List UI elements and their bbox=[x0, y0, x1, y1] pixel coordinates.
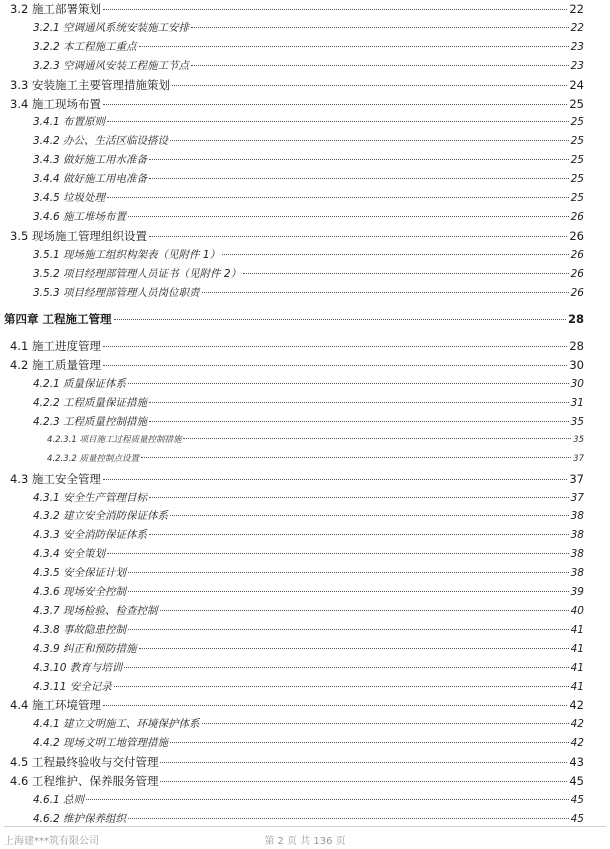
toc-leader-dots bbox=[202, 723, 569, 724]
toc-entry[interactable] bbox=[10, 773, 584, 790]
toc-entry[interactable] bbox=[33, 565, 584, 582]
toc-entry[interactable] bbox=[33, 152, 584, 169]
toc-leader-dots bbox=[128, 383, 569, 384]
toc-entry[interactable] bbox=[33, 660, 584, 677]
toc-entry[interactable] bbox=[33, 622, 584, 639]
toc-leader-dots bbox=[149, 421, 569, 422]
toc-entry-title: 4.2.2 工程质量保证措施 bbox=[33, 397, 148, 409]
toc-entry-title: 4.3.5 安全保证计划 bbox=[33, 567, 127, 580]
toc-leader-dots bbox=[243, 273, 569, 274]
toc-entry-page: 41 bbox=[570, 642, 584, 655]
toc-entry[interactable] bbox=[33, 171, 584, 188]
toc-entry-page: 28 bbox=[567, 312, 584, 327]
toc-entry-page: 40 bbox=[570, 604, 584, 617]
toc-entry-title: 3.4.3 做好施工用水准备 bbox=[33, 154, 148, 167]
toc-leader-dots bbox=[128, 818, 569, 819]
toc-entry[interactable] bbox=[33, 285, 584, 302]
toc-entry-title: 4.3.8 事故隐患控制 bbox=[33, 623, 127, 636]
toc-entry-title: 3.5.3 项目经理部管理人员岗位职责 bbox=[33, 286, 200, 299]
toc-entry[interactable] bbox=[4, 311, 584, 328]
toc-entry[interactable] bbox=[47, 433, 584, 450]
toc-entry-page: 45 bbox=[569, 774, 584, 788]
toc-entry-title: 3.4.1 布置原则 bbox=[33, 116, 106, 129]
toc-entry-page: 45 bbox=[570, 793, 584, 806]
toc-entry-page: 25 bbox=[570, 154, 584, 167]
toc-leader-dots bbox=[103, 9, 567, 10]
toc-entry-title: 4.3.6 现场安全控制 bbox=[33, 586, 127, 598]
toc-entry-title: 4.3.10 教育与培训 bbox=[33, 661, 123, 674]
toc-entry-title: 4.2.3 工程质量控制措施 bbox=[33, 415, 148, 428]
toc-leader-dots bbox=[202, 292, 569, 293]
toc-entry-page: 25 bbox=[569, 96, 584, 111]
toc-leader-dots bbox=[103, 705, 567, 706]
toc-leader-dots bbox=[128, 572, 569, 573]
toc-entry-title: 4.3.11 安全记录 bbox=[33, 680, 112, 693]
toc-entry-page: 38 bbox=[570, 510, 584, 523]
toc-leader-dots bbox=[170, 140, 569, 141]
toc-entry-title: 3.2.2 本工程施工重点 bbox=[33, 40, 137, 53]
toc-entry-page: 26 bbox=[570, 210, 584, 223]
toc-leader-dots bbox=[149, 178, 569, 179]
page-footer bbox=[0, 826, 610, 849]
toc-entry-title: 3.3 安装施工主要管理措施策划 bbox=[10, 77, 170, 92]
toc-entry[interactable] bbox=[33, 641, 584, 658]
toc-entry-title: 4.4 施工环境管理 bbox=[10, 698, 101, 713]
toc-entry-title: 4.2.3.1 项目施工过程质量控制措施 bbox=[47, 434, 182, 445]
footer-page-number: 第 2 页 共 136 页 bbox=[264, 836, 346, 847]
footer-company: 上海建***筑有限公司 bbox=[4, 836, 99, 847]
toc-leader-dots bbox=[128, 629, 569, 630]
toc-entry-page: 41 bbox=[570, 623, 584, 636]
toc-leader-dots bbox=[149, 402, 569, 403]
toc-leader-dots bbox=[139, 648, 569, 649]
toc-entry-page: 38 bbox=[570, 548, 584, 561]
toc-entry[interactable] bbox=[33, 266, 584, 283]
toc-leader-dots bbox=[114, 319, 566, 320]
toc-entry-page: 41 bbox=[570, 680, 584, 693]
toc-leader-dots bbox=[160, 610, 569, 611]
toc-entry-page: 22 bbox=[570, 21, 584, 34]
toc-entry-title: 4.3.7 现场检验、检查控制 bbox=[33, 604, 158, 617]
toc-leader-dots bbox=[139, 46, 569, 47]
toc-entry[interactable] bbox=[10, 471, 584, 488]
toc-leader-dots bbox=[128, 591, 569, 592]
toc-leader-dots bbox=[107, 553, 569, 554]
toc-entry[interactable] bbox=[33, 792, 584, 809]
toc-entry-page: 31 bbox=[570, 397, 584, 409]
toc-entry-page: 42 bbox=[570, 718, 584, 731]
toc-entry-title: 3.4.5 垃圾处理 bbox=[33, 192, 106, 204]
toc-leader-dots bbox=[103, 365, 567, 366]
toc-entry-page: 23 bbox=[570, 40, 584, 53]
toc-entry-page: 26 bbox=[570, 267, 584, 280]
toc-entry-title: 3.5 现场施工管理组织设置 bbox=[10, 228, 147, 243]
toc-leader-dots bbox=[222, 254, 569, 255]
toc-entry-page: 30 bbox=[569, 358, 584, 373]
toc-entry-title: 4.1 施工进度管理 bbox=[10, 339, 101, 354]
toc-entry[interactable] bbox=[33, 527, 584, 544]
toc-entry-title: 4.3.3 安全消防保证体系 bbox=[33, 529, 148, 542]
toc-entry[interactable] bbox=[33, 735, 584, 752]
toc-leader-dots bbox=[149, 236, 567, 237]
toc-entry-title: 4.4.1 建立文明施工、环境保护体系 bbox=[33, 718, 200, 731]
toc-entry-title: 3.4.4 做好施工用电准备 bbox=[33, 173, 148, 186]
toc-leader-dots bbox=[160, 781, 567, 782]
toc-entry[interactable] bbox=[10, 338, 584, 355]
toc-entry[interactable] bbox=[33, 546, 584, 563]
toc-entry[interactable] bbox=[33, 584, 584, 601]
toc-entry[interactable] bbox=[33, 508, 584, 525]
toc-entry-page: 30 bbox=[570, 378, 584, 391]
toc-leader-dots bbox=[170, 515, 569, 516]
toc-entry-title: 4.2.1 质量保证体系 bbox=[33, 378, 127, 391]
toc-entry-title: 3.4.6 施工堆场布置 bbox=[33, 210, 127, 223]
toc-entry-page: 41 bbox=[570, 661, 584, 674]
toc-entry[interactable] bbox=[33, 209, 584, 226]
toc-entry[interactable] bbox=[33, 395, 584, 412]
toc-entry-title: 3.4.2 办公、生活区临设搭设 bbox=[33, 135, 169, 148]
toc-entry-page: 25 bbox=[570, 116, 584, 129]
toc-entry[interactable] bbox=[10, 754, 584, 771]
toc-entry-title: 3.5.2 项目经理部管理人员证书（见附件 2） bbox=[33, 267, 242, 280]
toc-leader-dots bbox=[172, 85, 567, 86]
toc-entry-page: 39 bbox=[570, 586, 584, 598]
toc-leader-dots bbox=[124, 667, 568, 668]
toc-entry[interactable] bbox=[33, 716, 584, 733]
toc-entry-page: 42 bbox=[569, 698, 584, 713]
toc-entry-title: 3.2.1 空调通风系统安装施工安排 bbox=[33, 21, 190, 34]
toc-entry-page: 25 bbox=[570, 135, 584, 148]
toc-entry[interactable] bbox=[33, 679, 584, 696]
toc-entry[interactable] bbox=[33, 414, 584, 431]
toc-entry-page: 26 bbox=[570, 286, 584, 299]
toc-entry-page: 38 bbox=[570, 529, 584, 542]
toc-leader-dots bbox=[103, 104, 567, 105]
toc-leader-dots bbox=[107, 197, 569, 198]
toc-leader-dots bbox=[149, 534, 569, 535]
toc-leader-dots bbox=[191, 27, 569, 28]
toc-entry-title: 3.5.1 现场施工组织构架表（见附件 1） bbox=[33, 248, 221, 261]
toc-entry[interactable] bbox=[10, 1, 584, 18]
toc-entry-title: 4.3.4 安全策划 bbox=[33, 548, 106, 561]
toc-leader-dots bbox=[170, 742, 569, 743]
toc-entry[interactable] bbox=[33, 133, 584, 150]
toc-leader-dots bbox=[114, 686, 569, 687]
toc-entry-page: 22 bbox=[569, 2, 584, 16]
toc-entry[interactable] bbox=[33, 39, 584, 56]
toc-entry-page: 25 bbox=[570, 173, 584, 186]
toc-entry[interactable] bbox=[47, 452, 584, 469]
toc-entry[interactable] bbox=[33, 58, 584, 75]
toc-entry-title: 4.6 工程维护、保养服务管理 bbox=[10, 774, 159, 788]
toc-leader-dots bbox=[160, 762, 567, 763]
footer-divider bbox=[4, 826, 606, 827]
toc-entry[interactable] bbox=[33, 20, 584, 37]
toc-entry[interactable] bbox=[33, 190, 584, 207]
toc-leader-dots bbox=[86, 799, 569, 800]
toc-entry-title: 4.3.1 安全生产管理目标 bbox=[33, 491, 148, 504]
toc-entry-title: 4.3.2 建立安全消防保证体系 bbox=[33, 510, 169, 523]
toc-entry-page: 42 bbox=[570, 737, 584, 750]
toc-leader-dots bbox=[141, 457, 571, 458]
toc-entry[interactable] bbox=[10, 357, 584, 374]
toc-entry[interactable] bbox=[33, 603, 584, 620]
toc-entry-page: 43 bbox=[569, 755, 584, 770]
toc-entry-page: 45 bbox=[570, 812, 584, 825]
toc-entry[interactable] bbox=[10, 697, 584, 714]
toc-leader-dots bbox=[107, 121, 569, 122]
toc-entry-page: 38 bbox=[570, 567, 584, 580]
toc-leader-dots bbox=[183, 438, 571, 439]
toc-entry-page: 26 bbox=[569, 228, 584, 243]
toc-entry-title: 3.4 施工现场布置 bbox=[10, 96, 101, 111]
toc-entry-page: 37 bbox=[573, 453, 584, 464]
toc-entry[interactable] bbox=[10, 77, 584, 94]
toc-entry-title: 3.2 施工部署策划 bbox=[10, 2, 101, 16]
toc-leader-dots bbox=[149, 497, 569, 498]
toc-leader-dots bbox=[103, 479, 567, 480]
toc-entry[interactable] bbox=[10, 228, 584, 245]
toc-entry-title: 4.3 施工安全管理 bbox=[10, 471, 101, 486]
toc-entry-page: 37 bbox=[570, 491, 584, 504]
toc-entry-page: 24 bbox=[569, 77, 584, 92]
toc-entry-page: 35 bbox=[570, 415, 584, 428]
toc-entry-page: 26 bbox=[570, 248, 584, 261]
toc-entry-title: 第四章 工程施工管理 bbox=[4, 312, 112, 327]
toc-entry[interactable] bbox=[10, 96, 584, 113]
toc-entry-title: 4.2 施工质量管理 bbox=[10, 358, 101, 373]
toc-leader-dots bbox=[103, 346, 567, 347]
toc-entry-page: 28 bbox=[569, 339, 584, 354]
toc-entry-page: 35 bbox=[573, 434, 584, 445]
toc-entry-title: 3.2.3 空调通风安装工程施工节点 bbox=[33, 59, 190, 72]
toc-entry-page: 25 bbox=[570, 192, 584, 204]
toc-entry-page: 23 bbox=[570, 59, 584, 72]
toc-entry[interactable] bbox=[33, 490, 584, 507]
toc-entry-title: 4.5 工程最终验收与交付管理 bbox=[10, 755, 159, 770]
toc-entry-title: 4.6.1 总则 bbox=[33, 793, 85, 806]
toc-entry[interactable] bbox=[33, 114, 584, 131]
toc-entry[interactable] bbox=[33, 247, 584, 264]
toc-leader-dots bbox=[149, 159, 569, 160]
toc-entry-title: 4.6.2 维护保养组织 bbox=[33, 812, 127, 825]
toc-entry-title: 4.2.3.2 质量控制点设置 bbox=[47, 453, 139, 464]
toc-entry[interactable] bbox=[33, 376, 584, 393]
toc-leader-dots bbox=[191, 65, 569, 66]
toc-entry-title: 4.3.9 纠正和预防措施 bbox=[33, 642, 137, 655]
toc-leader-dots bbox=[128, 216, 569, 217]
toc-entry-page: 37 bbox=[569, 471, 584, 486]
toc-entry-title: 4.4.2 现场文明工地管理措施 bbox=[33, 737, 169, 750]
